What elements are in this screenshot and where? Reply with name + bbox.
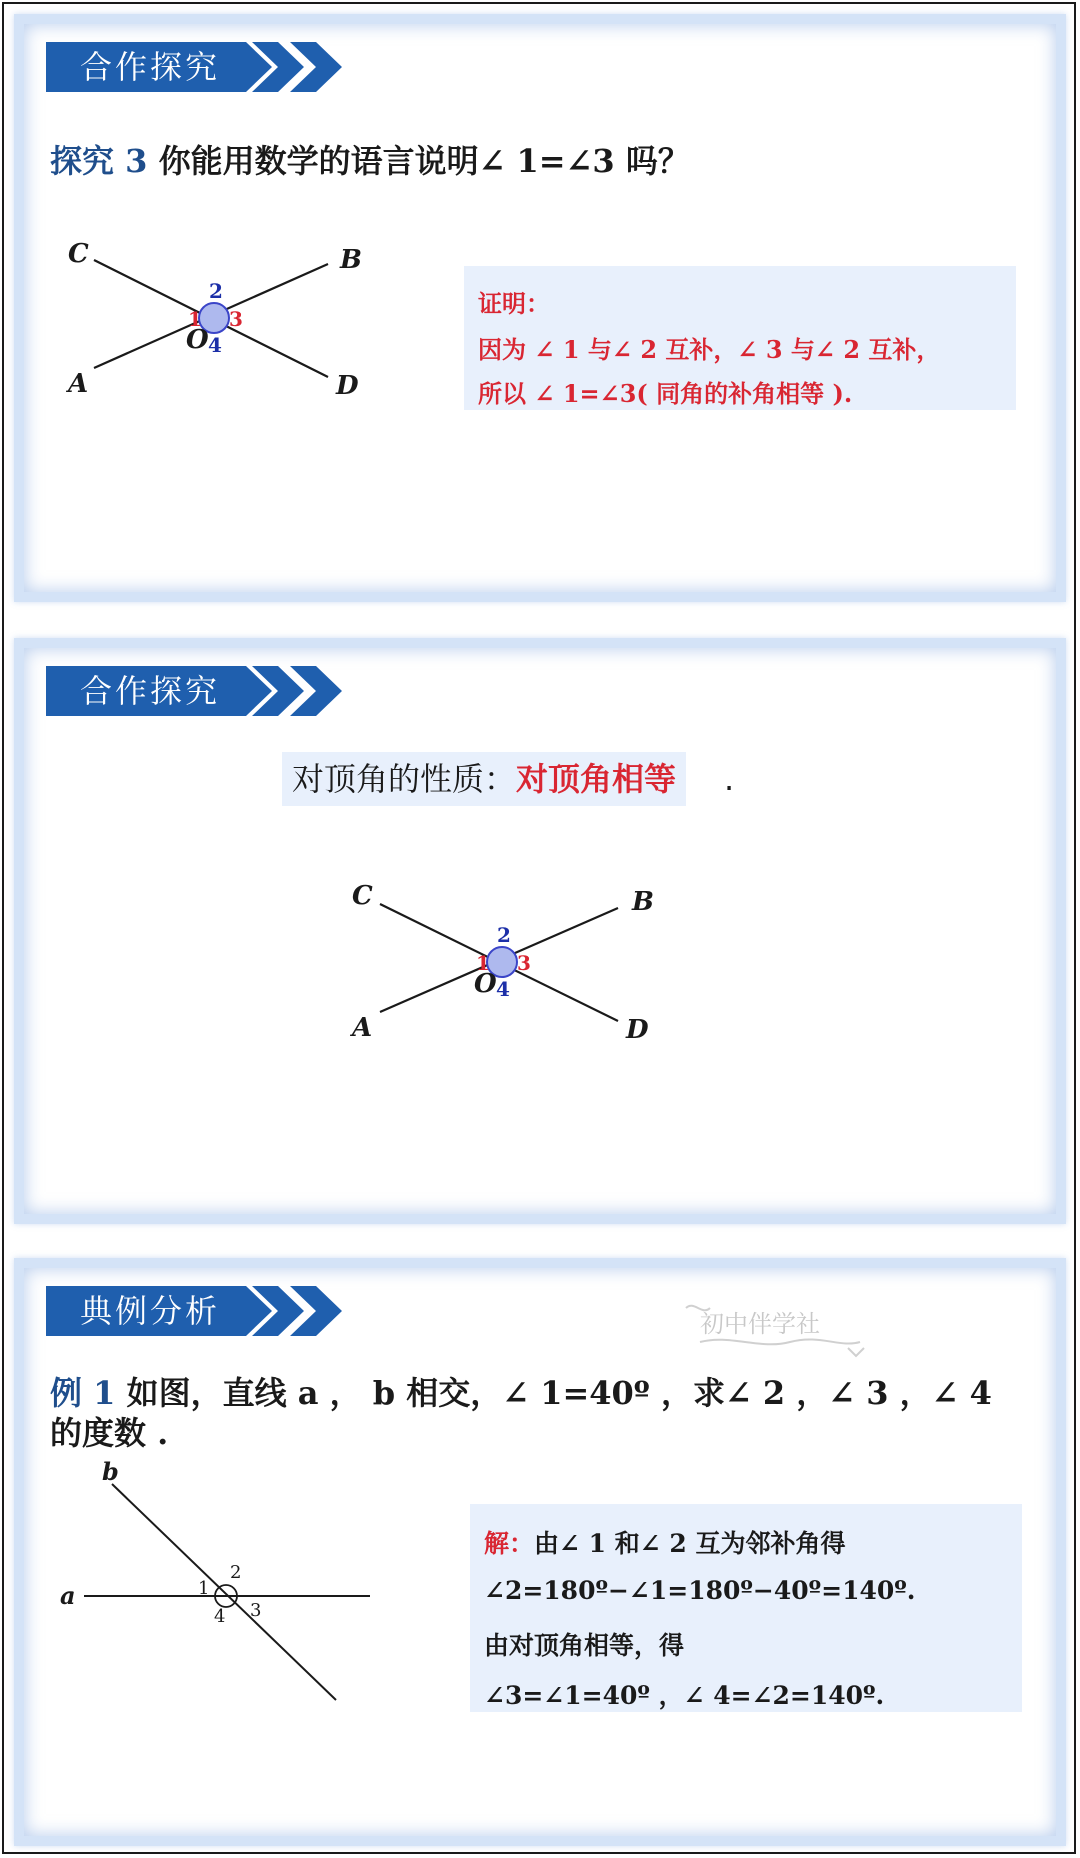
line-b [112, 1484, 336, 1700]
proof-box [464, 266, 1016, 410]
angle-num-4: 4 [208, 333, 222, 357]
solution-line-2: ∠2=180º−∠1=180º−40º=140º. [484, 1576, 916, 1605]
label-b: B [632, 887, 654, 917]
intersecting-lines-figure [340, 878, 730, 1053]
angle-num-2: 2 [209, 279, 223, 303]
angle-num-1: 1 [188, 307, 202, 331]
slide-example-analysis [14, 1258, 1066, 1846]
label-d: D [336, 371, 359, 401]
property-statement [282, 752, 686, 806]
property-highlight: 对顶角相等 [516, 760, 677, 798]
label-b: B [340, 245, 362, 275]
label-a: a [60, 1581, 76, 1610]
solution-text-1: 由∠ 1 和∠ 2 互为邻补角得 [534, 1529, 846, 1558]
section-banner [46, 1286, 366, 1336]
watermark-text: 初中伴学社 [700, 1310, 820, 1338]
angle-num-3: 3 [250, 1600, 262, 1621]
label-d: D [626, 1015, 649, 1045]
proof-line-3: 所以 ∠ 1=∠3( 同角的补角相等 ). [478, 379, 853, 408]
label-o: O [186, 325, 209, 355]
property-suffix: . [724, 760, 735, 798]
solution-line-3: 由对顶角相等，得 [484, 1631, 685, 1660]
banner-title: 典例分析 [80, 1292, 221, 1330]
solution-line-1 [484, 1524, 846, 1560]
inquiry-heading [50, 136, 690, 182]
angle-num-1: 1 [198, 1578, 210, 1599]
angle-num-2: 2 [497, 923, 511, 947]
property-prefix: 对顶角的性质： [292, 760, 517, 798]
heading-text: 你能用数学的语言说明∠ 1=∠3 吗？ [158, 142, 690, 180]
label-b: b [102, 1460, 119, 1486]
solution-label: 解： [484, 1529, 535, 1558]
example-heading-line2: 的度数 . [50, 1414, 169, 1452]
proof-line-1: 证明： [478, 289, 550, 318]
angle-num-3: 3 [229, 307, 243, 331]
section-banner [46, 42, 366, 92]
angle-num-3: 3 [517, 951, 531, 975]
example-heading-line1 [50, 1368, 992, 1414]
solution-box [470, 1504, 1022, 1712]
angle-num-1: 1 [476, 951, 490, 975]
angle-num-2: 2 [230, 1562, 242, 1583]
watermark [700, 1304, 820, 1339]
slide-cooperative-inquiry-2 [14, 638, 1066, 1224]
label-c: C [68, 239, 89, 269]
banner-title: 合作探究 [80, 672, 221, 710]
heading-lead: 探究 3 [50, 142, 148, 180]
label-a: A [352, 1013, 373, 1043]
proof-line-2: 因为 ∠ 1 与∠ 2 互补，∠ 3 与∠ 2 互补， [478, 335, 941, 364]
banner-title: 合作探究 [80, 48, 221, 86]
example-lead: 例 1 [50, 1374, 116, 1412]
intersecting-lines-figure [54, 234, 394, 409]
solution-line-4: ∠3=∠1=40º ，∠ 4=∠2=140º. [484, 1681, 885, 1710]
angle-num-4: 4 [214, 1606, 226, 1627]
label-a: A [68, 369, 89, 399]
lines-a-b-figure [54, 1460, 394, 1710]
slide-cooperative-inquiry-1 [14, 14, 1066, 602]
label-c: C [352, 881, 373, 911]
example-text: 如图，直线 a ， b 相交，∠ 1=40º ，求∠ 2 ，∠ 3 ，∠ 4 [126, 1374, 992, 1412]
section-banner [46, 666, 366, 716]
angle-num-4: 4 [496, 977, 510, 1001]
label-o: O [474, 969, 497, 999]
